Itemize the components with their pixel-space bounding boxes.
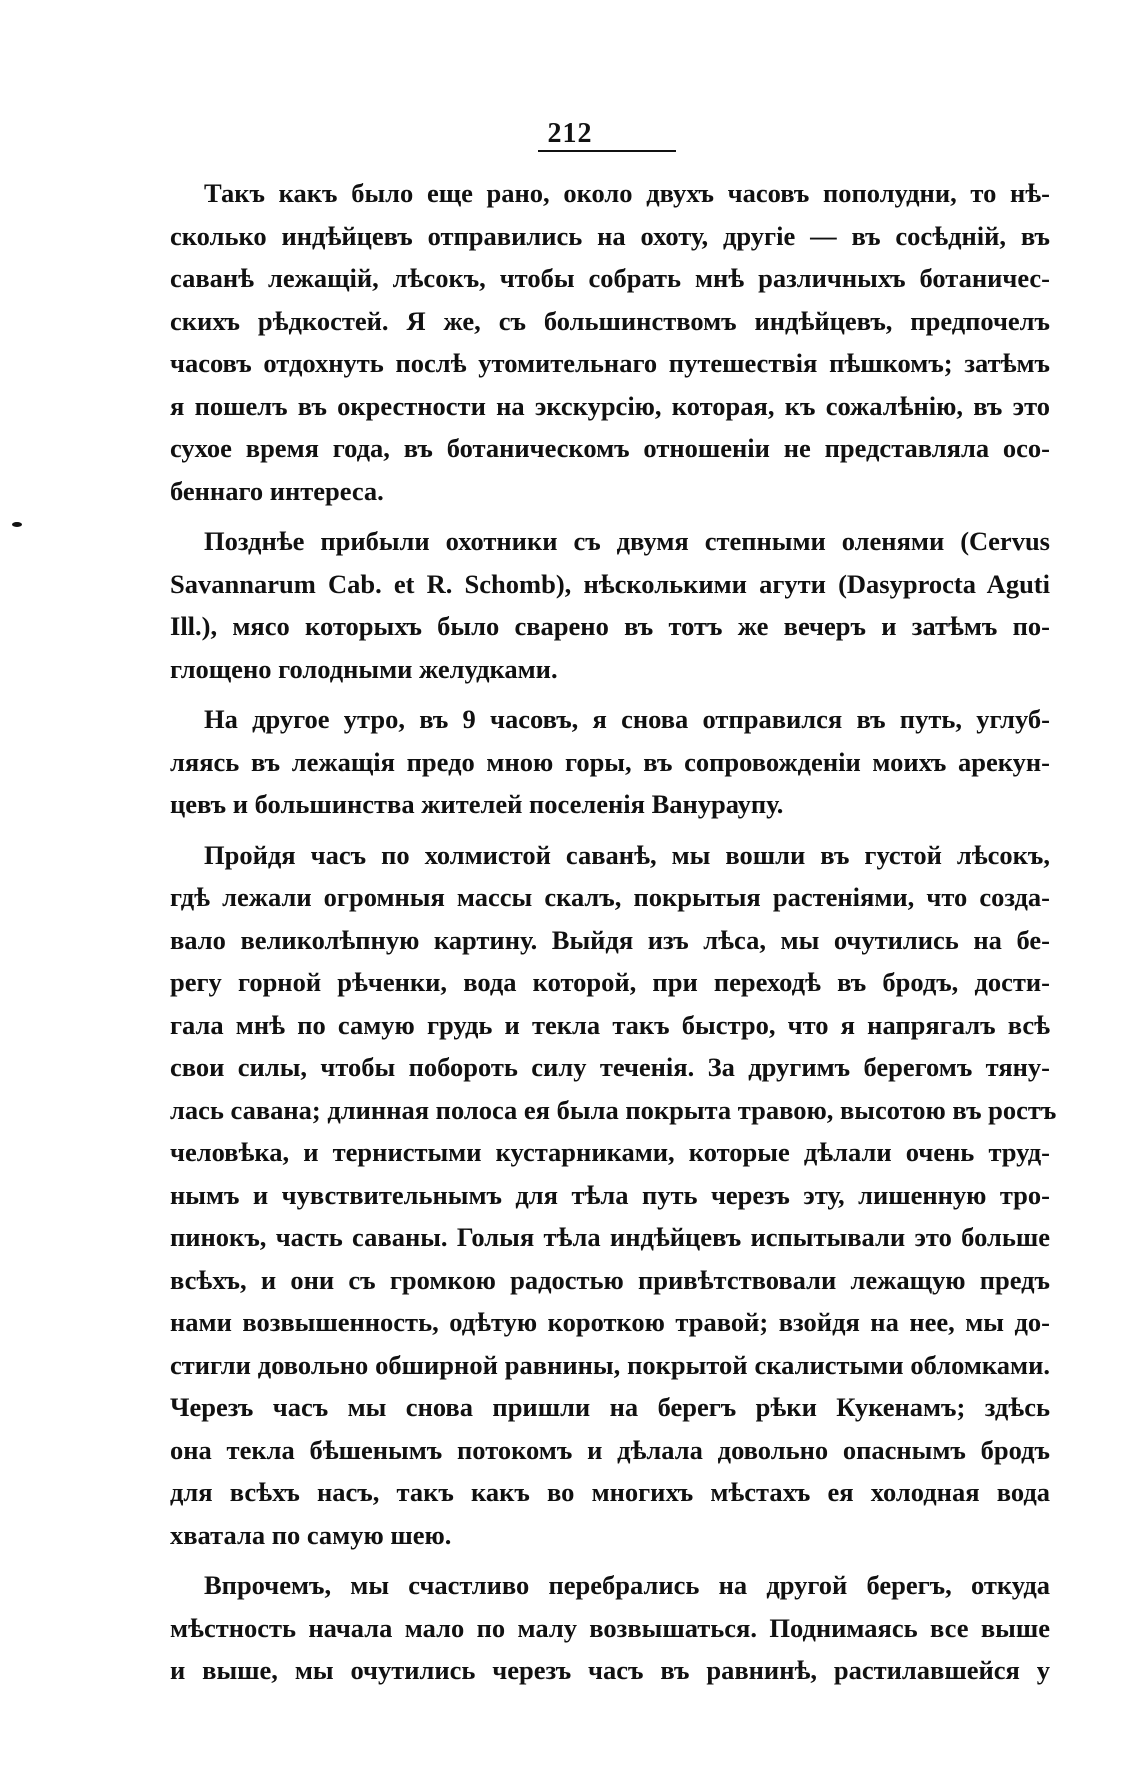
text-line: саванѣ лежащій, лѣсокъ, чтобы собрать мнѣ различныхъ ботаничес-: [170, 263, 1050, 293]
page-number: 212: [547, 118, 593, 149]
text-line: я пошелъ въ окрестности на экскурсію, которая, къ сожалѣнію, въ это: [170, 390, 1050, 421]
header-rule: [538, 150, 676, 152]
text-line: скихъ рѣдкостей. Я же, съ большинствомъ индѣйцевъ, предпочелъ: [170, 305, 1050, 336]
paragraph: [170, 698, 1050, 826]
text-line: вало великолѣпную картину. Выйдя изъ лѣса, мы очутились на бе-: [170, 924, 1050, 955]
text-line: Ill.), мясо которыхъ было сварено въ тотъ же вечеръ и затѣмъ по-: [170, 611, 1050, 641]
margin-ink-speck: [12, 522, 22, 527]
text-line: Черезъ часъ мы снова пришли на берегъ рѣки Кукенамъ; здѣсь: [170, 1392, 1050, 1422]
paragraph: [170, 172, 1050, 512]
text-line: Такъ какъ было еще рано, около двухъ часовъ пополудни, то нѣ-: [204, 178, 1050, 208]
text-line: сколько индѣйцевъ отправились на охоту, другіе — въ сосѣдній, въ: [170, 220, 1050, 251]
text-line: лась савана; длинная полоса ея была покрыта травою, высотою въ ростъ: [170, 1094, 1057, 1125]
text-line: гала мнѣ по самую грудь и текла такъ быстро, что я напрягалъ всѣ: [170, 1009, 1050, 1040]
text-line: свои силы, чтобы побороть силу теченія. За другимъ берегомъ тяну-: [170, 1052, 1050, 1082]
text-line: регу горной рѣченки, вода которой, при переходѣ въ бродъ, дости-: [170, 967, 1050, 997]
paragraph: [170, 834, 1057, 1557]
text-line: Savannarum Cab. et R. Schomb), нѣсколькими агути (Dasyprocta Aguti: [170, 568, 1050, 599]
text-line: сухое время года, въ ботаническомъ отношеніи не представляла осо-: [170, 433, 1050, 463]
text-line: Пройдя часъ по холмистой саванѣ, мы вошли въ густой лѣсокъ,: [204, 839, 1050, 870]
text-line: нами возвышенность, одѣтую короткою травой; взойдя на нее, мы до-: [170, 1307, 1050, 1337]
text-line: и выше, мы очутились черезъ часъ въ равнинѣ, растилавшейся у: [170, 1655, 1050, 1685]
text-line: пинокъ, часть саваны. Голыя тѣла индѣйцевъ испытывали это больше: [170, 1222, 1050, 1252]
text-line: гдѣ лежали огромныя массы скалъ, покрытыя растеніями, что созда-: [170, 882, 1050, 912]
text-line: стигли довольно обширной равнины, покрытой скалистыми обломками.: [170, 1349, 1050, 1380]
text-line: нымъ и чувствительнымъ для тѣла путь черезъ эту, лишенную тро-: [170, 1179, 1050, 1210]
text-line: хватала по самую шею.: [170, 1519, 452, 1550]
text-line: для всѣхъ насъ, такъ какъ во многихъ мѣстахъ ея холодная вода: [170, 1477, 1050, 1507]
text-line: Позднѣе прибыли охотники съ двумя степными оленями (Cervus: [204, 526, 1050, 556]
text-line: она текла бѣшенымъ потокомъ и дѣлала довольно опаснымъ бродъ: [170, 1434, 1050, 1465]
text-line: беннаго интереса.: [170, 475, 384, 506]
text-line: Впрочемъ, мы счастливо перебрались на другой берегъ, откуда: [204, 1570, 1050, 1600]
text-line: человѣка, и тернистыми кустарниками, которые дѣлали очень труд-: [170, 1137, 1050, 1167]
text-line: мѣстность начала мало по малу возвышаться. Поднимаясь все выше: [170, 1612, 1050, 1643]
text-line: На другое утро, въ 9 часовъ, я снова отправился въ путь, углуб-: [204, 704, 1050, 734]
text-line: часовъ отдохнуть послѣ утомительнаго путешествія пѣшкомъ; затѣмъ: [170, 348, 1050, 378]
text-line: цевъ и большинства жителей поселенія Ванураупу.: [170, 789, 784, 819]
text-line: всѣхъ, и они съ громкою радостью привѣтствовали лежащую предъ: [170, 1264, 1050, 1295]
paragraph: [170, 520, 1050, 690]
text-line: глощено голодными желудками.: [170, 653, 558, 684]
text-line: ляясь въ лежащія предо мною горы, въ сопровожденіи моихъ арекун-: [170, 746, 1050, 777]
page-body-text: [170, 172, 1057, 1700]
paragraph: [170, 1564, 1050, 1692]
